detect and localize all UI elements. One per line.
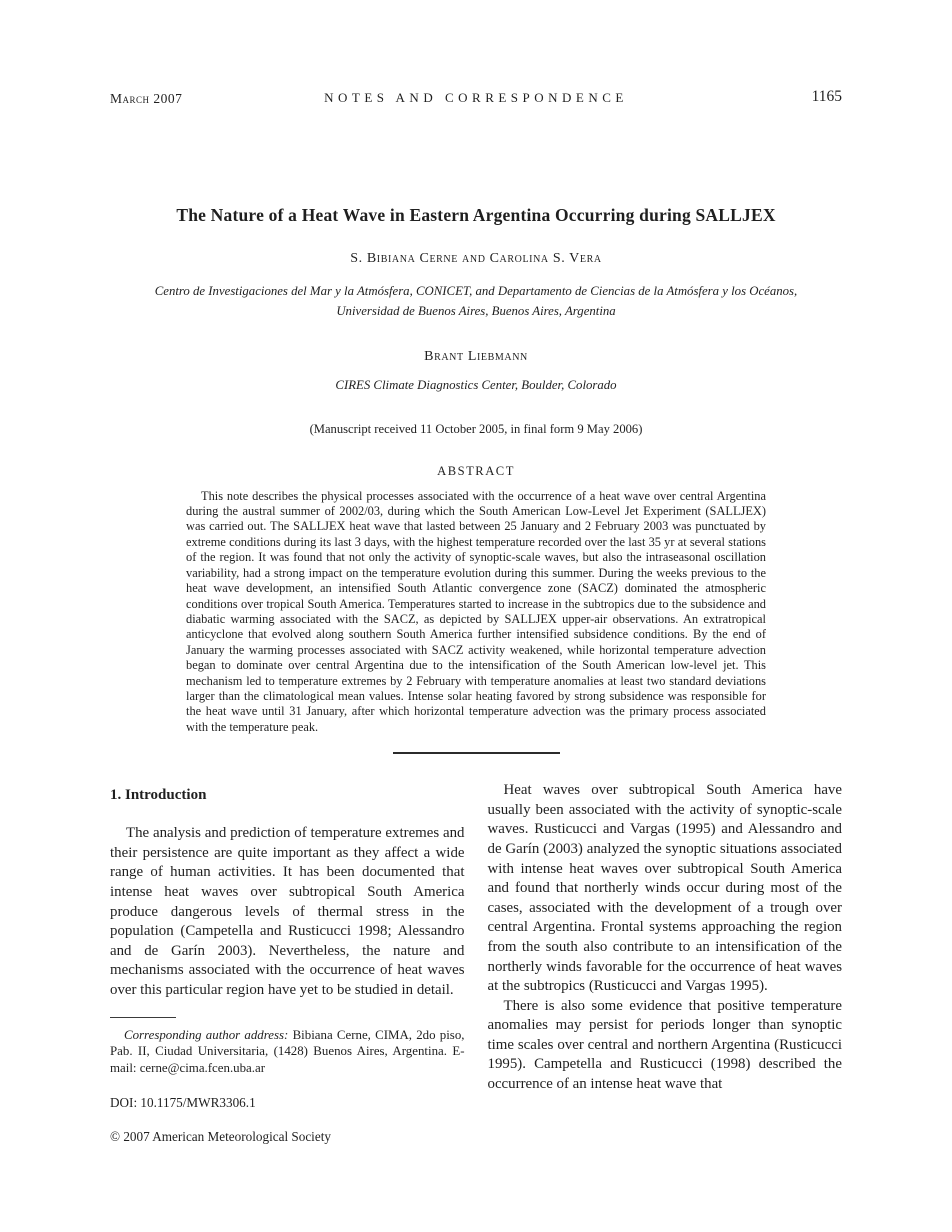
right-column — [488, 781, 843, 1145]
abstract-text: This note describes the physical processes associated with the occurrence of a heat wave over central Argentina during the austral summer of 2002/03, during which the South American Low-Level Jet Experiment (SALLJEX) was carried out. The SALLJEX heat wave that lasted between 25 January and 2 February 2003 was punctuated by extreme conditions during its last 3 days, with the highest temperature recorded over the last 35 yr at several stations of the region. It was found that not only the activity of synoptic-scale waves, but also the intraseasonal oscillation variability, had a strong impact on the temperature evolution during this summer. During the weeks previous to the heat wave development, an intensified South Atlantic convergence zone (SACZ) dominated the atmospheric conditions over tropical South America. Temperatures started to increase in the subtropics due to the subsidence and diabatic warming associated with the SACZ, as depicted by SALLJEX upper-air observations. An extratropical anticyclone that evolved along southern South America further intensified subsidence conditions. By the end of January the warming processes associated with SACZ activity weakened, while horizontal temperature advection began to dominate over central Argentina due to the intensification of the South American low-level jet. This mechanism led to temperature extremes by 2 February with temperature anomalies at least two standard deviations larger than the climatological mean values. Intense solar heating favored by strong subsidence was responsible for the heat wave until 31 January, after which horizontal temperature advection was the primary process associated with the temperature peak. — [186, 488, 766, 734]
affiliation-line-2: Universidad de Buenos Aires, Buenos Aires, Argentina — [336, 303, 616, 318]
page-number: 1165 — [811, 88, 842, 105]
author-line-primary: S. Bibiana Cerne and Carolina S. Vera — [350, 251, 602, 266]
author-line-secondary: Brant Liebmann — [424, 348, 528, 364]
body-paragraph: Heat waves over subtropical South America have usually been associated with the activity of synoptic-scale waves. Rusticucci and Vargas (1995) and Alessandro and de Garín (2003) analyzed the synoptic situations associated with intense heat waves over subtropical South America and found that northerly winds occur during most of the cases, associated with the development of a trough over central Argentina. Frontal systems approaching the region from the south also contribute to an intensification of the northerly winds favorable for the occurrence of heat waves at the subtropics (Rusticucci and Vargas 1995). — [487, 782, 842, 995]
body-paragraph: There is also some evidence that positive temperature anomalies may persist for periods longer than synoptic time scales over central and northern Argentina (Rusticucci 1995). Campetella and Rusticucci (1998) described the occurrence of an intense heat wave that — [487, 997, 842, 1093]
section-1-heading: 1. Introduction — [110, 787, 207, 804]
copyright-line: © 2007 American Meteorological Society — [110, 1129, 331, 1145]
journal-section-title: NOTES AND CORRESPONDENCE — [324, 90, 628, 105]
running-head — [110, 90, 842, 108]
corresponding-author-footnote — [110, 1027, 465, 1077]
footnote-address-text: Bibiana Cerne, CIMA, 2do piso, Pab. II, Ciudad Universitaria, (1428) Buenos Aires, Argentina. E-mail: cerne@cima.fcen.uba.ar — [110, 1027, 465, 1075]
two-column-body — [110, 781, 842, 1145]
left-column — [110, 781, 465, 1145]
affiliation-secondary: CIRES Climate Diagnostics Center, Boulder, Colorado — [335, 377, 617, 392]
abstract-heading: ABSTRACT — [437, 463, 515, 478]
abstract-divider-rule — [393, 752, 560, 754]
intro-paragraph: The analysis and prediction of temperature extremes and their persistence are quite important as they affect a wide range of human activities. It has been documented that intense heat waves over subtropical South America produce dangerous levels of thermal stress in the population (Campetella and Rusticucci 1998; Alessandro and de Garín 2003). Nevertheless, the nature and mechanisms associated with the occurrence of heat waves over this particular region have yet to be studied in detail. — [110, 825, 465, 998]
article-title: The Nature of a Heat Wave in Eastern Argentina Occurring during SALLJEX — [176, 205, 776, 225]
footnote-lead-label: Corresponding author address: — [124, 1027, 289, 1042]
issue-date: March 2007 — [110, 91, 183, 106]
footnote-divider-rule — [110, 1017, 176, 1018]
affiliation-primary — [0, 282, 952, 322]
affiliation-line-1: Centro de Investigaciones del Mar y la Atmósfera, CONICET, and Departamento de Ciencias de la Atmósfera y los Océanos, — [154, 284, 798, 298]
doi-line: DOI: 10.1175/MWR3306.1 — [110, 1095, 256, 1111]
manuscript-received-note: (Manuscript received 11 October 2005, in final form 9 May 2006) — [309, 421, 643, 436]
